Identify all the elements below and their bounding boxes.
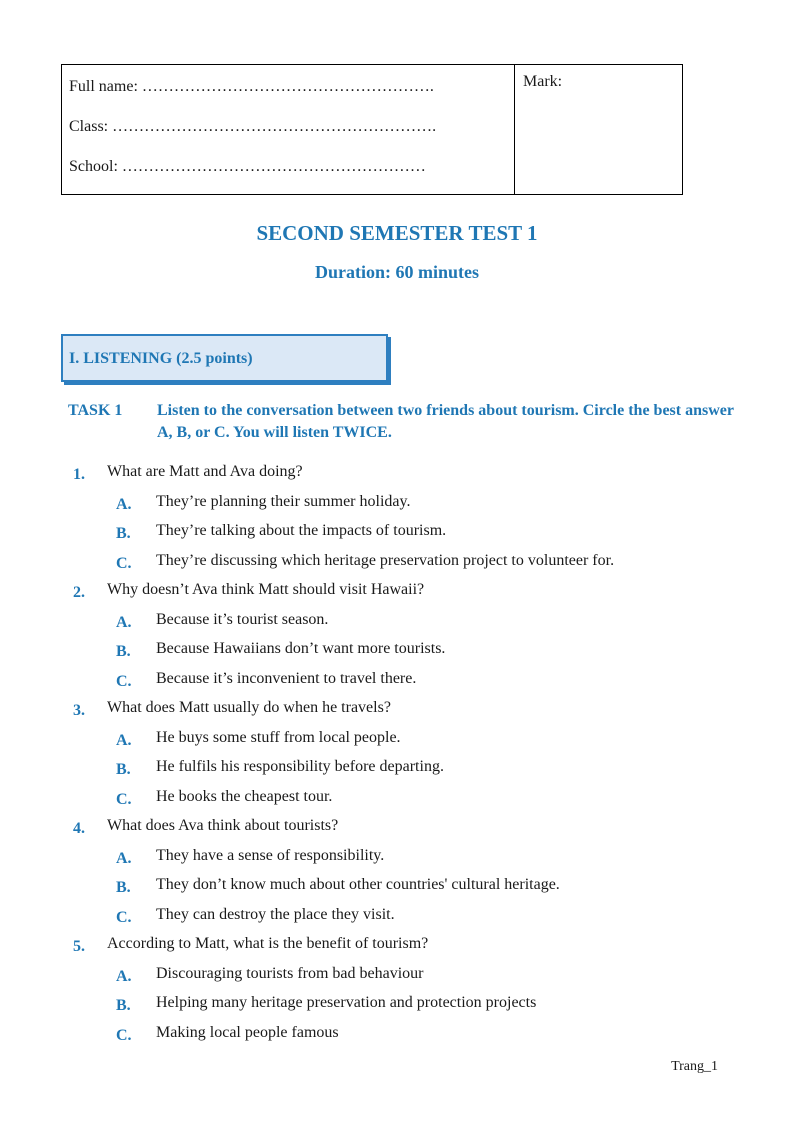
option-text: He books the cheapest tour. [156, 787, 333, 805]
test-duration: Duration: 60 minutes [314, 262, 479, 282]
option-letter[interactable]: B. [116, 525, 131, 542]
question-text: According to Matt, what is the benefit of tourism? [107, 935, 429, 952]
option-letter[interactable]: C. [116, 790, 132, 808]
option-letter[interactable]: C. [116, 908, 132, 926]
option-letter[interactable]: A. [116, 495, 132, 513]
option-letter[interactable]: A. [116, 731, 132, 749]
option-text: They can destroy the place they visit. [156, 905, 395, 923]
answer-option[interactable] [0, 611, 794, 641]
option-text: They’re talking about the impacts of tourism. [156, 522, 447, 539]
mark-field: Mark: [523, 73, 563, 90]
question-text: What does Matt usually do when he travels? [107, 699, 391, 716]
question-number: 4. [73, 820, 85, 837]
answer-option[interactable] [0, 876, 794, 906]
option-letter[interactable]: C. [116, 554, 132, 572]
option-letter[interactable]: A. [116, 613, 132, 631]
option-letter[interactable]: A. [116, 967, 132, 985]
answer-option[interactable] [0, 788, 794, 818]
task-label: TASK 1 [68, 402, 123, 419]
option-text: They don’t know much about other countries' cultural heritage. [156, 876, 560, 893]
task-instruction [68, 400, 748, 444]
answer-option[interactable] [0, 493, 794, 523]
question-text: What are Matt and Ava doing? [107, 463, 303, 480]
option-letter[interactable]: C. [116, 1026, 132, 1044]
answer-option[interactable] [0, 552, 794, 582]
question-item [0, 699, 794, 729]
option-letter[interactable]: C. [116, 672, 132, 690]
question-text: Why doesn’t Ava think Matt should visit Hawaii? [107, 581, 425, 598]
option-text: Because Hawaiians don’t want more tourists. [156, 640, 446, 657]
task-text: Listen to the conversation between two friends about tourism. Circle the best answer A, B, or C. You will listen TWICE. [157, 402, 734, 441]
section-header-box [61, 334, 388, 382]
answer-option[interactable] [0, 906, 794, 936]
option-text: Because it’s inconvenient to travel there. [156, 669, 417, 687]
question-number: 1. [73, 466, 85, 483]
answer-option[interactable] [0, 965, 794, 995]
answer-option[interactable] [0, 1024, 794, 1054]
question-item [0, 817, 794, 847]
option-text: Making local people famous [156, 1023, 339, 1041]
question-number: 2. [73, 584, 85, 601]
full-name-field[interactable]: Full name: ………………………………………………. [69, 78, 434, 95]
question-list [0, 463, 794, 1053]
option-text: He fulfils his responsibility before departing. [156, 758, 444, 775]
answer-option[interactable] [0, 729, 794, 759]
student-info-fields [62, 65, 515, 194]
question-number: 5. [73, 938, 85, 955]
page-number: Trang_1 [671, 1059, 718, 1074]
option-text: They’re discussing which heritage preservation project to volunteer for. [156, 551, 615, 569]
question-text: What does Ava think about tourists? [107, 817, 339, 834]
option-text: Discouraging tourists from bad behaviour [156, 964, 424, 982]
school-field[interactable]: School: ………………………………………………… [69, 158, 426, 175]
class-field[interactable]: Class: ……………………………………………………. [69, 118, 437, 135]
question-item [0, 935, 794, 965]
option-letter[interactable]: B. [116, 761, 131, 778]
answer-option[interactable] [0, 522, 794, 552]
option-letter[interactable]: B. [116, 997, 131, 1014]
answer-option[interactable] [0, 994, 794, 1024]
option-text: They’re planning their summer holiday. [156, 492, 411, 510]
test-title: SECOND SEMESTER TEST 1 [256, 221, 538, 245]
option-text: Helping many heritage preservation and protection projects [156, 994, 537, 1011]
student-info-box [61, 64, 683, 195]
option-text: He buys some stuff from local people. [156, 728, 401, 746]
question-number: 3. [73, 702, 85, 719]
question-item [0, 463, 794, 493]
answer-option[interactable] [0, 670, 794, 700]
section-title: I. LISTENING (2.5 points) [69, 350, 253, 367]
answer-option[interactable] [0, 640, 794, 670]
answer-option[interactable] [0, 847, 794, 877]
option-letter[interactable]: B. [116, 643, 131, 660]
question-item [0, 581, 794, 611]
answer-option[interactable] [0, 758, 794, 788]
option-letter[interactable]: B. [116, 879, 131, 896]
option-text: Because it’s tourist season. [156, 610, 329, 628]
option-text: They have a sense of responsibility. [156, 846, 385, 864]
option-letter[interactable]: A. [116, 849, 132, 867]
